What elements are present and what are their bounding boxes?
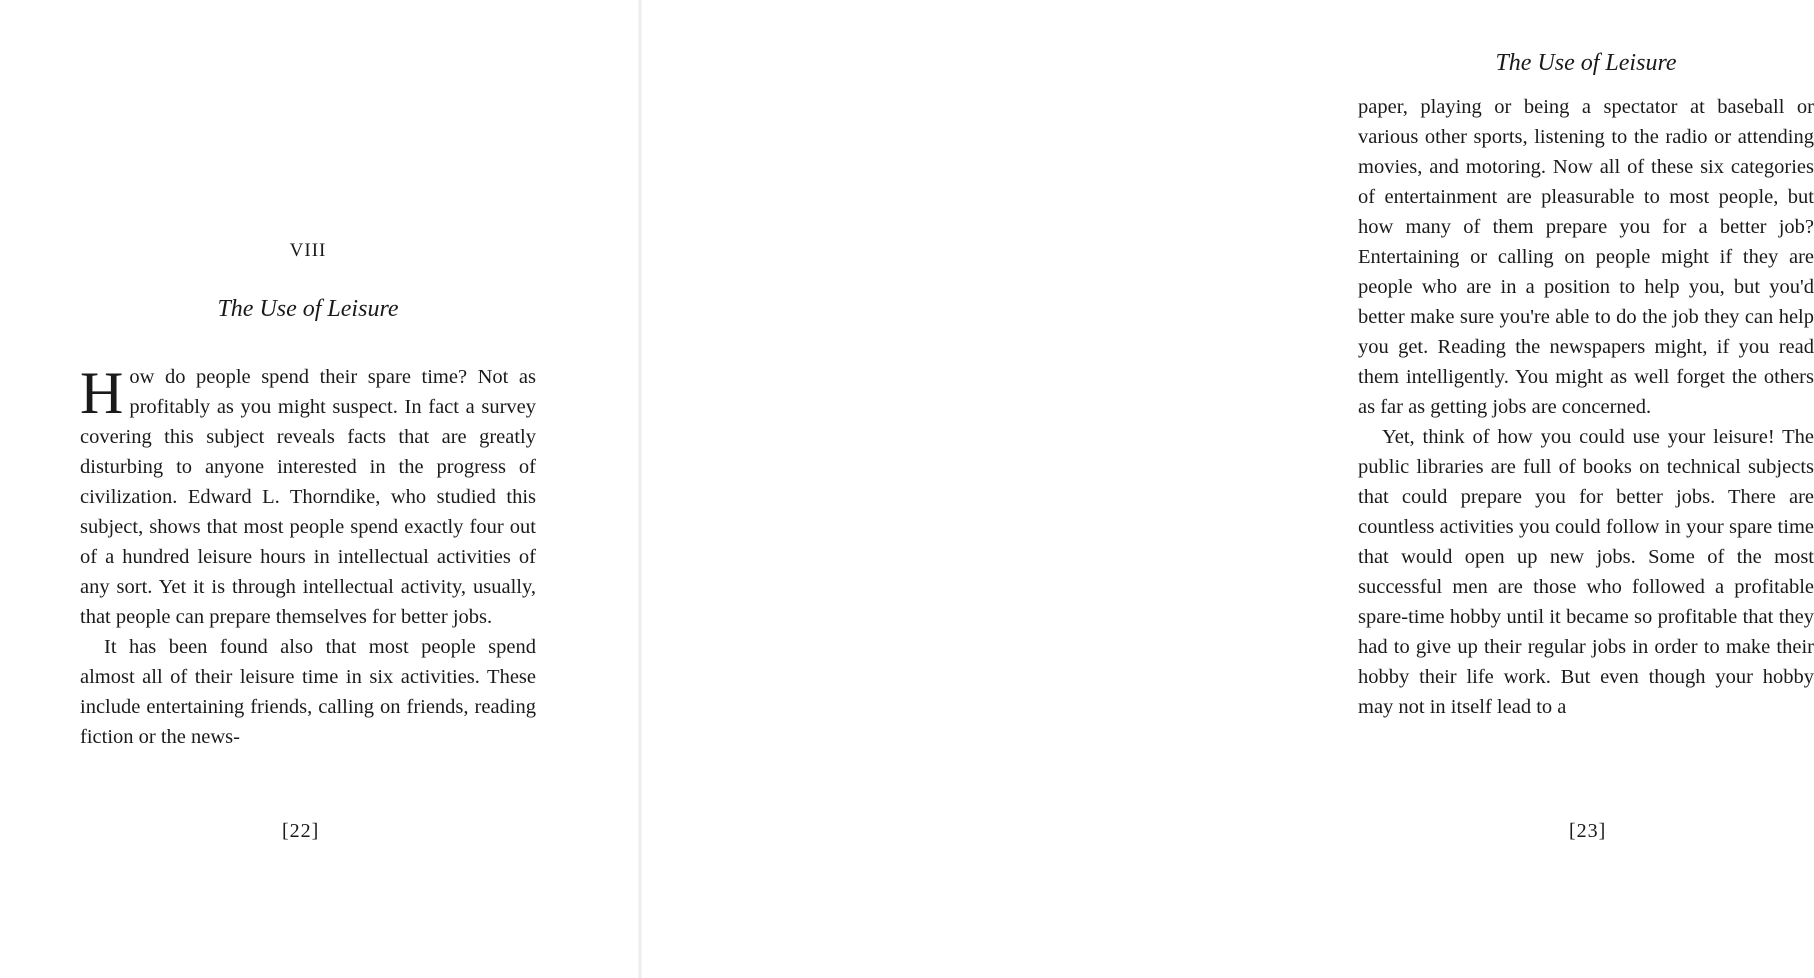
chapter-title: The Use of Leisure bbox=[217, 296, 399, 322]
drop-cap: H bbox=[80, 360, 124, 426]
running-head: The Use of Leisure bbox=[1495, 50, 1677, 76]
left-page bbox=[0, 0, 640, 978]
right-body-text bbox=[1358, 92, 1814, 722]
left-paragraph-2: It has been found also that most people spend almost all of their leisure time in six activities. These include entertaining friends, calling on friends, reading fiction or the news- bbox=[80, 636, 536, 748]
page-number-right: [23] bbox=[1569, 820, 1607, 842]
right-paragraph-1: paper, playing or being a spectator at baseball or various other sports, listening to the radio or attending movies, and motoring. Now all of these six categories of entertainment are pleasurable to most people, but how many of them prepare you for a better job? Entertaining or calling on people might if they are people who are in a position to help you, but you'd better make sure you're able to do the job they can help you get. Reading the newspapers might, if you read them intelligently. You might as well forget the others as far as getting jobs are concerned. bbox=[1358, 96, 1814, 418]
right-page bbox=[640, 0, 1814, 978]
chapter-number: VIII bbox=[289, 240, 327, 261]
page-number-left: [22] bbox=[282, 820, 320, 842]
left-paragraph-1 bbox=[80, 362, 536, 632]
left-body-text bbox=[80, 362, 536, 752]
right-paragraph-2: Yet, think of how you could use your leisure! The public libraries are full of books on technical subjects that could prepare you for better jobs. There are countless activities you could follow in your spare time that would open up new jobs. Some of the most successful men are those who followed a profitable spare-time hobby until it became so profitable that they had to give up their regular jobs in order to make their hobby their life work. But even though your hobby may not in itself lead to a bbox=[1358, 426, 1814, 718]
left-paragraph-1-text: ow do people spend their spare time? Not as profitably as you might suspect. In fact a survey covering this subject reveals facts that are greatly disturbing to anyone interested in the progress of civilization. Edward L. Thorndike, who studied this subject, shows that most people spend exactly four out of a hundred leisure hours in intellectual activities of any sort. Yet it is through intellectual activity, usually, that people can prepare themselves for better jobs. bbox=[80, 366, 536, 628]
